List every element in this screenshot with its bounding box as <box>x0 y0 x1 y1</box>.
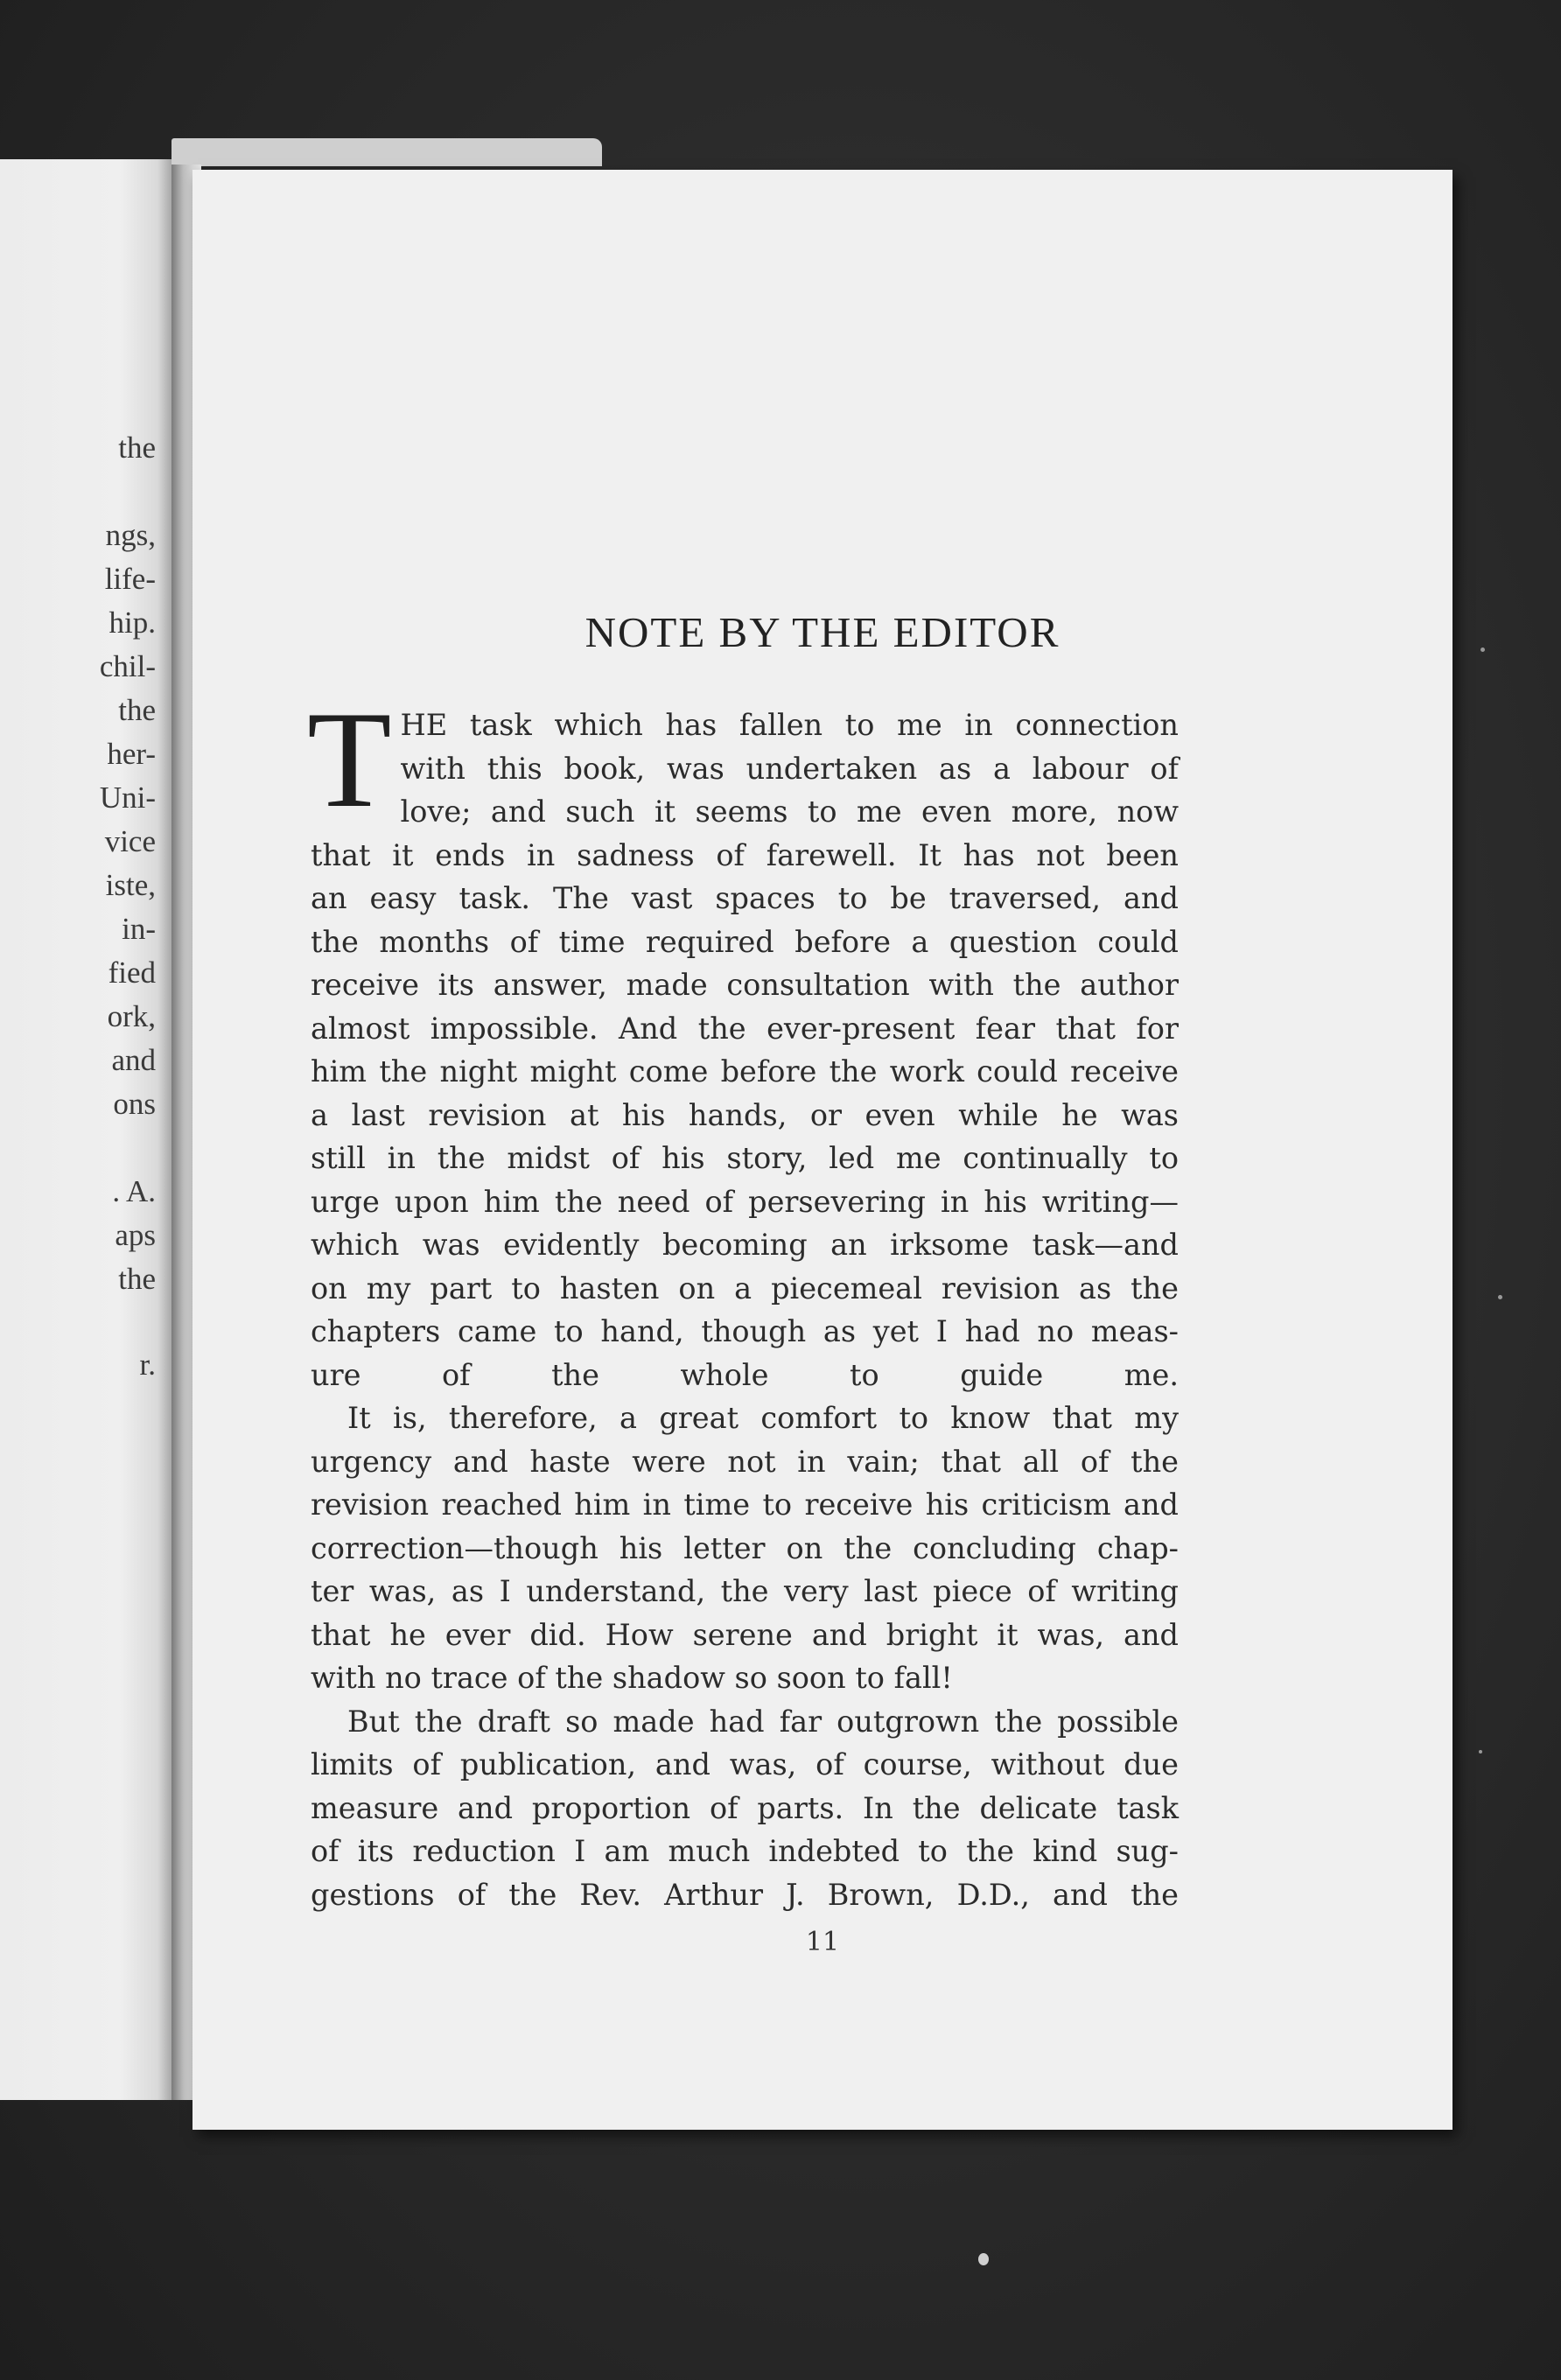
text-line: the months of time required before a question could <box>311 924 1179 959</box>
body-text <box>307 683 1179 1916</box>
scan-speck <box>1480 648 1485 652</box>
right-page <box>192 170 1452 2130</box>
text-line: urge upon him the need of persevering in his writing— <box>311 1184 1179 1219</box>
left-page-fragment: and <box>111 1043 156 1077</box>
text-line: HE task which has fallen to me in connection <box>400 708 1179 742</box>
left-page-fragment: hip. <box>108 606 156 640</box>
text-line: an easy task. The vast spaces to be traversed, and <box>311 881 1179 915</box>
text-line: almost impossible. And the ever-present fear that for <box>311 1011 1179 1046</box>
paragraph-1 <box>307 683 1179 1396</box>
text-line: him the night might come before the work could receive <box>311 1054 1179 1088</box>
text-line: still in the midst of his story, led me continually to <box>311 1141 1179 1175</box>
text-line: with no trace of the shadow so soon to fall! <box>311 1661 953 1695</box>
left-page-fragment: her- <box>107 737 156 771</box>
drop-cap: T <box>307 683 392 836</box>
left-page-fragment: ork, <box>107 999 156 1033</box>
page-number: 11 <box>805 1927 840 1957</box>
text-line: ter was, as I understand, the very last piece of writing <box>311 1574 1179 1608</box>
text-line: a last revision at his hands, or even while he was <box>311 1097 1179 1132</box>
paragraph-2 <box>311 1396 1179 1700</box>
left-page-fragment: iste, <box>105 868 156 902</box>
text-line: gestions of the Rev. Arthur J. Brown, D.D., and the <box>311 1877 1179 1912</box>
text-line: measure and proportion of parts. In the delicate task <box>311 1790 1179 1825</box>
text-line: of its reduction I am much indebted to the kind sug- <box>311 1834 1179 1868</box>
text-line: which was evidently becoming an irksome task—and <box>311 1228 1179 1262</box>
scan-speck <box>978 2253 989 2265</box>
text-line: limits of publication, and was, of course, without due <box>311 1747 1179 1782</box>
text-line: that he ever did. How serene and bright it was, and <box>311 1617 1179 1652</box>
left-page-fragment: the <box>118 1262 156 1296</box>
left-page-fragment: life- <box>104 562 156 596</box>
left-page-fragment: Uni- <box>99 780 156 815</box>
left-page-fragment: ngs, <box>105 518 156 552</box>
text-line: ure of the whole to guide me. <box>311 1357 1179 1392</box>
text-line: chapters came to hand, though as yet I had no meas- <box>311 1314 1179 1348</box>
paragraph-3 <box>311 1700 1179 1917</box>
left-page-fragment: the <box>118 693 156 727</box>
left-page-fragment: r. <box>139 1348 156 1382</box>
left-page-top-edge <box>172 138 602 166</box>
left-page-fragment: vice <box>104 824 156 858</box>
left-page-fragment: ons <box>113 1087 156 1121</box>
page-title: NOTE BY THE EDITOR <box>584 608 1060 656</box>
left-page-fragment: the <box>118 430 156 465</box>
text-line: that it ends in sadness of farewell. It has not been <box>311 837 1179 872</box>
text-line: on my part to hasten on a piecemeal revision as the <box>311 1270 1179 1306</box>
text-line: urgency and haste were not in vain; that all of the <box>311 1444 1179 1479</box>
text-line: It is, therefore, a great comfort to know that my <box>347 1401 1179 1435</box>
left-page-fragment: . A. <box>112 1174 156 1208</box>
text-line: receive its answer, made consultation with the author <box>311 968 1179 1002</box>
text-line: love; and such it seems to me even more, now <box>400 794 1179 829</box>
left-page-fragment: chil- <box>99 649 156 683</box>
text-line: correction—though his letter on the concluding chap- <box>311 1530 1179 1565</box>
text-line: with this book, was undertaken as a labour of <box>400 751 1179 786</box>
text-line: revision reached him in time to receive his criticism and <box>311 1488 1179 1522</box>
scan-speck <box>1479 1750 1482 1754</box>
scan-speck <box>1498 1295 1502 1299</box>
text-line: But the draft so made had far outgrown the possible <box>347 1704 1179 1739</box>
left-page-fragment: aps <box>115 1218 156 1252</box>
left-page-fragment: in- <box>122 912 156 946</box>
left-page-edge <box>0 159 172 2100</box>
left-page-fragment: fied <box>108 956 156 990</box>
